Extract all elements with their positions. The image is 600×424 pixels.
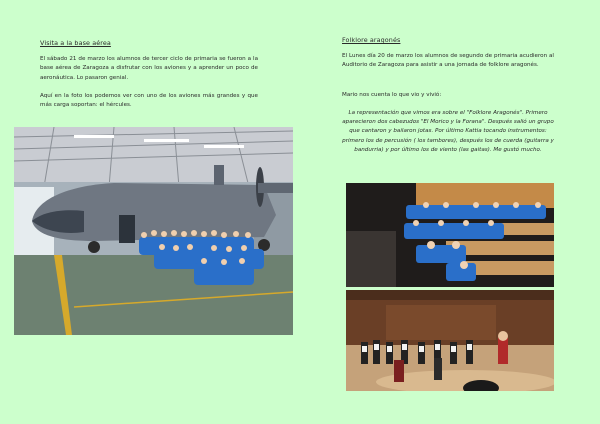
folklore-stage-photo xyxy=(346,290,554,391)
visit-heading: Visita a la base aérea xyxy=(40,39,111,47)
auditorium-audience-photo xyxy=(346,183,554,287)
folklore-paragraph-2: Mario nos cuenta lo que vio y vivió: xyxy=(342,92,442,98)
folklore-heading: Folklore aragonés xyxy=(342,36,401,44)
mario-quote: La representación que vimos era sobre el "Folklore Aragonés". Primero aparecieron dos cabezudos "El Morico y la Forana". Después salió un grupo que cantaron y bailaron jotas. Por último Kattia tocando instrumentos: primero los de percusión ( los tambores), después los de cuerda (guitarra y bandurria) y por último los de viento (las gaitas). Me gustó mucho. xyxy=(342,110,554,153)
hercules-hangar-photo xyxy=(14,127,293,335)
visit-paragraph-1: El sábado 21 de marzo los alumnos de tercer ciclo de primaria se fueron a la base aérea de Zaragoza a disfrutar con los aviones y a aprender un poco de aeronáutica. Lo pasaron genial. xyxy=(40,56,258,81)
folklore-paragraph-1: El Lunes día 20 de marzo los alumnos de segundo de primaria acudieron al Auditorio de Zaragoza para asistir a una jornada de folklore aragonés. xyxy=(342,53,554,69)
visit-paragraph-2: Aquí en la foto los podemos ver con uno de los aviones más grandes y que más carga soportan: el hércules. xyxy=(40,93,258,109)
